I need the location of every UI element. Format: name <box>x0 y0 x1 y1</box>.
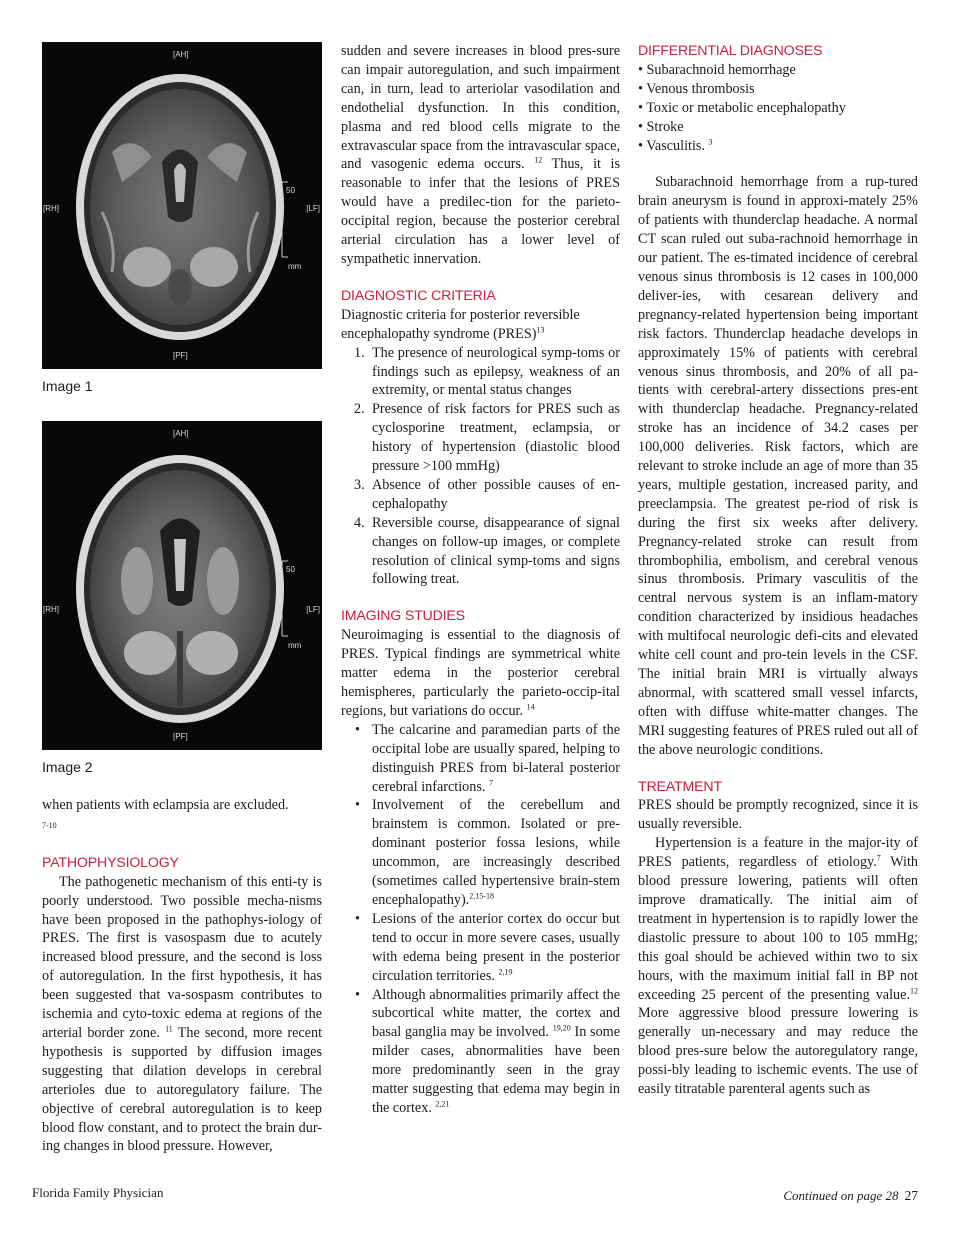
differential-diagnoses-list <box>638 61 918 156</box>
pathophysiology-paragraph: The pathogenetic mechanism of this enti-ty is poorly understood. Two possible mecha-nisms have been proposed in the pathophys-iology of PRES. The first is vasospasm due to acutely increased blood pressure, and the second is loss of autoregulation. In the first hypothesis, it has been suggested that va-sospasm contributes to ischemia and cyto-toxic edema at regions of the arterial border zone. $^{11}$ The second, more recent hypothesis is supported by diffusion images suggesting that dilation develops in cerebral arterioles due to autoregulatory failure. The objective of cerebral autoregulation is to keep blood flow constant, and to protect the brain dur-ing changes in blood pressure. However, <box>42 873 323 1155</box>
section-heading-differential-diagnoses: DIFFERENTIAL DIAGNOSES <box>638 43 823 59</box>
list-item: • Toxic or metabolic encephalopathy <box>638 99 846 116</box>
imaging-paragraph: Neuroimaging is essential to the diagnosis of PRES. Typical findings are symmetrical white matter edema in the posterior cerebral hemispheres, particularly the parieto-occip-ital regions, but variations do occur. $^{14}$ <box>341 627 620 719</box>
mri-label-anterior: [AH] <box>173 50 189 59</box>
mri-image-2 <box>42 421 322 750</box>
list-item: • The calcarine and paramedian parts of the occipital lobe are usually spared, helping to distinguish PRES from bi-lateral posterior cerebral infarctions. $^7$ <box>372 721 620 797</box>
column-2 <box>341 42 620 1118</box>
list-item: • Vasculitis. $^3$ <box>638 136 713 154</box>
mri-label-left: [LF] <box>306 605 320 614</box>
mri-label-right: [RH] <box>43 605 59 614</box>
mri-label-right: [RH] <box>43 204 59 213</box>
mri-scale-unit: mm <box>288 262 302 271</box>
citation-ref: 7 <box>489 777 493 787</box>
list-item: • Although abnormalities primarily affect the subcortical white matter, the cortex and basal ganglia may be involved. $^{19,20}$ In some milder cases, abnormalities have been more predominantly seen in the gray matter suggesting that edema may begin in the cortex. $^{2,21}$ <box>372 986 620 1118</box>
mri-scale-value: 50 <box>286 186 295 195</box>
differential-paragraph: Subarachnoid hemorrhage from a rup-tured brain aneurysm is found in approxi-mately 25% of patients with thunderclap headache. A normal CT scan ruled out suba-rachnoid hemorrhage in our patient. The es-timated incidence of cerebral venous sinus thrombosis is 12 cases in 100,000 deliver-ies, with cesarean delivery and pregnancy-related hypertension being important risk factors. Thunderclap headache develops in approximately 15% of patients with cerebral venous sinus thrombosis, and 20% of all pa-tients with cerebral-artery dissections pres-ent with thunderclap headache. Pregnancy-related stroke has an incidence of 34.2 cases per 100,000 deliveries. Risk factors, which are relevant to stroke include an age of more than 35 years, multiple gestation, increased parity, and preeclampsia. The greatest pe-riod of risk is during the first six weeks after delivery. Pregnancy-related stroke can result from thrombophilia, embolism, and cerebral venous sinus thrombosis. Primary vasculitis of the central nervous system is an inflam-matory condition characterized by insidious headaches with multifocal neurologic defi-cits and elevated white cell count and pro-tein levels in the CSF. The initial brain MRI is virtually always abnormal, with scattered small vessel infarcts, often with diffuse white-matter changes. The MRI suggesting features of PRES ruled out all of the above neurologic conditions. <box>638 174 918 758</box>
citation-ref: 13 <box>536 324 545 334</box>
list-item: • Involvement of the cerebellum and brainstem is common. Isolated or pre-dominant posterior fossa lesions, while uncommon, are increasingly described (sometimes called hypertensive brain-stem encephalopathy).$^{2,15-18}$ <box>372 796 620 909</box>
citation-ref: 7 <box>876 853 881 863</box>
axial-brain-mri-scan-icon <box>42 421 322 750</box>
citation-ref: 3 <box>708 136 713 146</box>
section-heading-pathophysiology: PATHOPHYSIOLOGY <box>42 854 179 871</box>
list-item: • Lesions of the anterior cortex do occur but tend to occur in more severe cases, usually with edema being present in the posterior circulation territories. $^{2,19}$ <box>372 910 620 986</box>
list-item: 3. Absence of other possible causes of en-cephalopathy <box>354 476 620 512</box>
citation-ref: 12 <box>534 155 543 165</box>
section-heading-treatment: TREATMENT <box>638 778 722 795</box>
citation-ref: 11 <box>165 1024 173 1034</box>
pathophysiology-continuation: sudden and severe increases in blood pres-sure can impair autoregulation, and such impairment can, in turn, lead to arteriolar vasodilation and endothelial dysfunction. In this condition, plasma and red blood cells migrate to the extravascular space from the intravascular space, and vasogenic edema occurs. $^{12}$ Thus, it is reasonable to infer that the lesions of PRES would have a predilec-tion for the parieto-occipital region, because the posterior cerebral arterial circulation has a lower level of sympathetic innervation. <box>341 43 621 267</box>
mri-label-left: [LF] <box>306 204 320 213</box>
continued-text: when patients with eclampsia are excluded. 7-10 <box>42 797 289 830</box>
continued-note: Continued on page 28 <box>783 1188 899 1203</box>
list-item: 4. Reversible course, disappearance of signal changes on follow-up images, or complete resolution of clinical symp-toms and signs following treat. <box>354 514 620 588</box>
treatment-paragraph-1: PRES should be promptly recognized, since it is usually reversible. <box>638 797 918 833</box>
citation-ref: 14 <box>526 702 535 712</box>
list-item: • Stroke <box>638 118 684 135</box>
journal-name: Florida Family Physician <box>32 1185 164 1200</box>
list-item: • Subarachnoid hemorrhage <box>638 61 796 78</box>
mri-image-1 <box>42 42 322 369</box>
citation-ref: 7-10 <box>42 820 57 830</box>
citation-ref: 2,21 <box>435 1099 450 1109</box>
column-3 <box>638 42 918 1099</box>
mri-scale-value: 50 <box>286 565 295 574</box>
citation-ref: 12 <box>910 985 918 995</box>
imaging-findings-list <box>341 721 620 1118</box>
section-heading-imaging-studies: IMAGING STUDIES <box>341 608 465 625</box>
section-heading-diagnostic-criteria: DIAGNOSTIC CRITERIA <box>341 287 496 304</box>
mri-label-anterior: [AH] <box>173 429 189 438</box>
column-1 <box>42 42 322 1156</box>
citation-ref: 19,20 <box>552 1023 571 1033</box>
mri-label-posterior: [PF] <box>173 351 188 361</box>
page-footer <box>783 1188 918 1204</box>
list-item: 1. The presence of neurological symp-toms or findings such as epilepsy, weakness of an extremity, or mental status changes <box>354 344 620 399</box>
image-2-caption: Image 2 <box>42 759 93 775</box>
axial-brain-mri-scan-icon <box>42 42 322 369</box>
image-1-caption: Image 1 <box>42 378 93 394</box>
mri-scale-unit: mm <box>288 641 302 650</box>
page-number: 27 <box>904 1188 918 1203</box>
treatment-paragraph-2: Hypertension is a feature in the major-ity of PRES patients, regardless of etiology.$^7$ With blood pressure lowering, patients will often improve dramatically. The initial aim of treatment in hypertension is to rapidly lower the diastolic pressure to about 100 to 105 mmHg; this goal should be achieved within two to six hours, with the maximum initial fall in BP not exceeding 25 percent of the presenting value.$^{12}$ More aggressive blood pressure lowering is generally un-necessary and may reduce the blood pres-sure below the autoregulatory range, possi-bly leading to ischemic events. The use of easily titratable parenteral agents such as <box>638 835 918 1098</box>
list-item: • Venous thrombosis <box>638 80 755 97</box>
mri-label-posterior: [PF] <box>173 732 188 742</box>
citation-ref: 2,15-18 <box>469 891 494 901</box>
diagnostic-intro: Diagnostic criteria for posterior reversible encephalopathy syndrome (PRES)$^{13}$ <box>341 306 580 342</box>
list-item: 2. Presence of risk factors for PRES such as cyclosporine treatment, eclampsia, or history of hypertension (diastolic blood pressure >100 mmHg) <box>354 401 620 475</box>
citation-ref: 2,19 <box>498 966 513 976</box>
criteria-list <box>341 344 620 590</box>
